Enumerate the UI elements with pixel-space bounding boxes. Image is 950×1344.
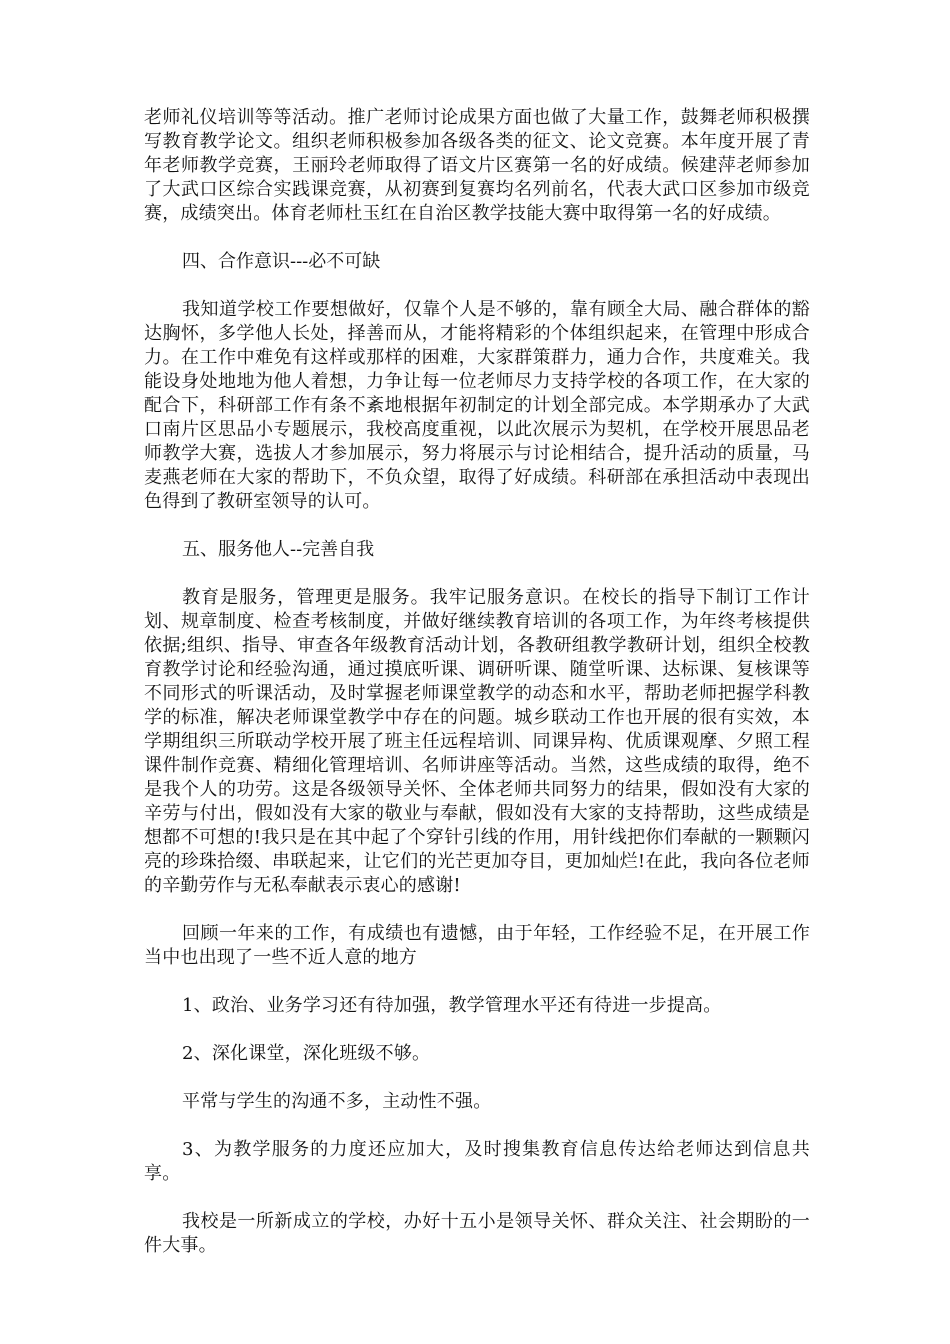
list-item-1: 1、政治、业务学习还有待加强，教学管理水平还有待进一步提高。 — [182, 995, 722, 1016]
paragraph-continuation: 老师礼仪培训等等活动。推广老师讨论成果方面也做了大量工作，鼓舞老师积极撰写教育教学论文。组织老师积极参加各级各类的征文、论文竞赛。本年度开展了青年老师教学竞赛，王丽玲老师取得了语文片区赛第一名的好成绩。候建萍老师参加了大武口区综合实践课竞赛，从初赛到复赛均名列前名，代表大武口区参加市级竞赛，成绩突出。体育老师杜玉红在自治区教学技能大赛中取得第一名的好成绩。 — [144, 107, 810, 224]
paragraph-review: 回顾一年来的工作，有成绩也有遗憾，由于年轻，工作经验不足，在开展工作当中也出现了一些不近人意的地方 — [144, 923, 810, 968]
paragraph-communication: 平常与学生的沟通不多，主动性不强。 — [182, 1091, 492, 1112]
section-heading-service: 五、服务他人--完善自我 — [182, 539, 375, 560]
paragraph-service: 教育是服务，管理更是服务。我牢记服务意识。在校长的指导下制订工作计划、规章制度、检查考核制度，并做好继续教育培训的各项工作，为年终考核提供依据;组织、指导、审查各年级教育活动计划，各教研组教学教研计划，组织全校教育教学讨论和经验沟通，通过摸底听课、调研听课、随堂听课、达标课、复核课等不同形式的听课活动，及时掌握老师课堂教学的动态和水平，帮助老师把握学科教学的标准，解决老师课堂教学中存在的问题。城乡联动工作也开展的很有实效，本学期组织三所联动学校开展了班主任远程培训、同课异构、优质课观摩、夕照工程课件制作竞赛、精细化管理培训、名师讲座等活动。当然，这些成绩的取得，绝不是我个人的功劳。这是各级领导关怀、全体老师共同努力的结果，假如没有大家的辛劳与付出，假如没有大家的敬业与奉献，假如没有大家的支持帮助，这些成绩是想都不可想的!我只是在其中起了个穿针引线的作用，用针线把你们奉献的一颗颗闪亮的珍珠拾缀、串联起来，让它们的光芒更加夺目，更加灿烂!在此，我向各位老师的辛勤劳作与无私奉献表示衷心的感谢! — [144, 587, 810, 896]
document-page — [144, 106, 810, 1282]
list-item-3: 3、为教学服务的力度还应加大，及时搜集教育信息传达给老师达到信息共享。 — [144, 1139, 810, 1184]
paragraph-cooperation: 我知道学校工作要想做好，仅靠个人是不够的，靠有顾全大局、融合群体的豁达胸怀，多学他人长处，择善而从，才能将精彩的个体组织起来，在管理中形成合力。在工作中难免有这样或那样的困难，大家群策群力，通力合作，共度难关。我能设身处地地为他人着想，力争让每一位老师尽力支持学校的各项工作，在大家的配合下，科研部工作有条不紊地根据年初制定的计划全部完成。本学期承办了大武口南片区思品小专题展示，我校高度重视，以此次展示为契机，在学校开展思品老师教学大赛，选拔人才参加展示，努力将展示与讨论相结合，提升活动的质量，马麦燕老师在大家的帮助下，不负众望，取得了好成绩。科研部在承担活动中表现出色得到了教研室领导的认可。 — [144, 299, 810, 512]
section-heading-cooperation: 四、合作意识---必不可缺 — [182, 251, 381, 272]
paragraph-conclusion: 我校是一所新成立的学校，办好十五小是领导关怀、群众关注、社会期盼的一件大事。 — [144, 1211, 810, 1256]
list-item-2: 2、深化课堂，深化班级不够。 — [182, 1043, 431, 1064]
